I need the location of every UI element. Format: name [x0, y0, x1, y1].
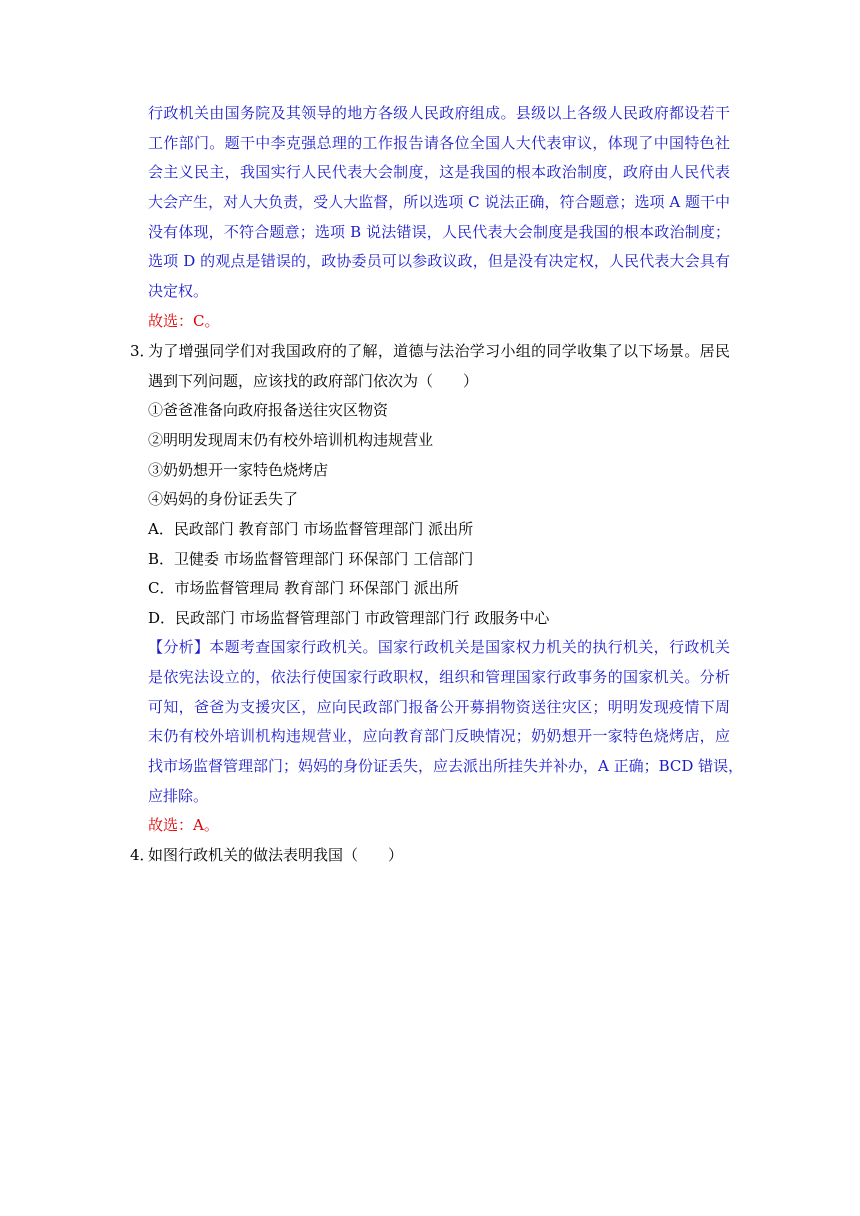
- q3-analysis-line-2: 是依宪法设立的，依法行使国家行政职权，组织和管理国家行政事务的国家机关。分析: [148, 668, 730, 686]
- q3-option-d: D．民政部门 市场监督管理部门 市政管理部门行 政服务中心: [148, 609, 550, 627]
- q3-scene-4: ④妈妈的身份证丢失了: [148, 490, 299, 508]
- q2-analysis-line-6: 选项 D 的观点是错误的，政协委员可以参政议政，但是没有决定权，人民代表大会具有: [148, 252, 730, 270]
- q3-option-b: B．卫健委 市场监督管理部门 环保部门 工信部门: [148, 550, 474, 568]
- q3-scene-2: ②明明发现周末仍有校外培训机构违规营业: [148, 431, 434, 449]
- q2-analysis-line-5: 没有体现，不符合题意；选项 B 说法错误，人民代表大会制度是我国的根本政治制度；: [148, 223, 730, 241]
- q3-scene-3: ③奶奶想开一家特色烧烤店: [148, 461, 329, 479]
- q3-analysis-text-1: 本题考查国家行政机关。国家行政机关是国家权力机关的执行机关，行政机关: [209, 638, 730, 656]
- q3-analysis-line-6: 应排除。: [148, 787, 209, 805]
- q2-answer: 故选：C。: [148, 312, 220, 330]
- q2-analysis-line-4: 大会产生，对人大负责，受人大监督，所以选项 C 说法正确，符合题意；选项 A 题干中: [148, 193, 730, 211]
- q3-analysis-line-5: 找市场监督管理部门；妈妈的身份证丢失，应去派出所挂失并补办，A 正确；BCD 错误，: [148, 757, 744, 775]
- q4-stem: 如图行政机关的做法表明我国（ ）: [148, 846, 404, 864]
- q3-analysis-label: 【分析】: [148, 638, 210, 656]
- q2-analysis-line-1: 行政机关由国务院及其领导的地方各级人民政府组成。县级以上各级人民政府都设若干: [148, 104, 730, 122]
- q3-stem-line-2: 遇到下列问题，应该找的政府部门依次为（ ）: [148, 372, 479, 390]
- q2-analysis-line-3: 会主义民主，我国实行人民代表大会制度，这是我国的根本政治制度，政府由人民代表: [148, 163, 730, 181]
- q2-analysis-line-2: 工作部门。题干中李克强总理的工作报告请各位全国人大代表审议，体现了中国特色社: [148, 134, 730, 152]
- q3-option-a: A．民政部门 教育部门 市场监督管理部门 派出所: [148, 520, 474, 538]
- q4-number: 4．: [130, 846, 155, 864]
- q3-analysis-line-4: 末仍有校外培训机构违规营业，应向教育部门反映情况；奶奶想开一家特色烧烤店，应: [148, 727, 730, 745]
- q3-number: 3．: [130, 342, 155, 360]
- q2-analysis-line-7: 决定权。: [148, 282, 209, 300]
- q3-analysis-line-3: 可知，爸爸为支援灾区，应向民政部门报备公开募捐物资送往灾区；明明发现疫情下周: [148, 698, 730, 716]
- q3-stem-line-1: 为了增强同学们对我国政府的了解，道德与法治学习小组的同学收集了以下场景。居民: [148, 342, 730, 360]
- q3-analysis-line-1: [148, 637, 730, 657]
- q3-scene-1: ①爸爸准备向政府报备送往灾区物资: [148, 401, 389, 419]
- q3-option-c: C．市场监督管理局 教育部门 环保部门 派出所: [148, 579, 459, 597]
- q3-answer: 故选：A。: [148, 816, 219, 834]
